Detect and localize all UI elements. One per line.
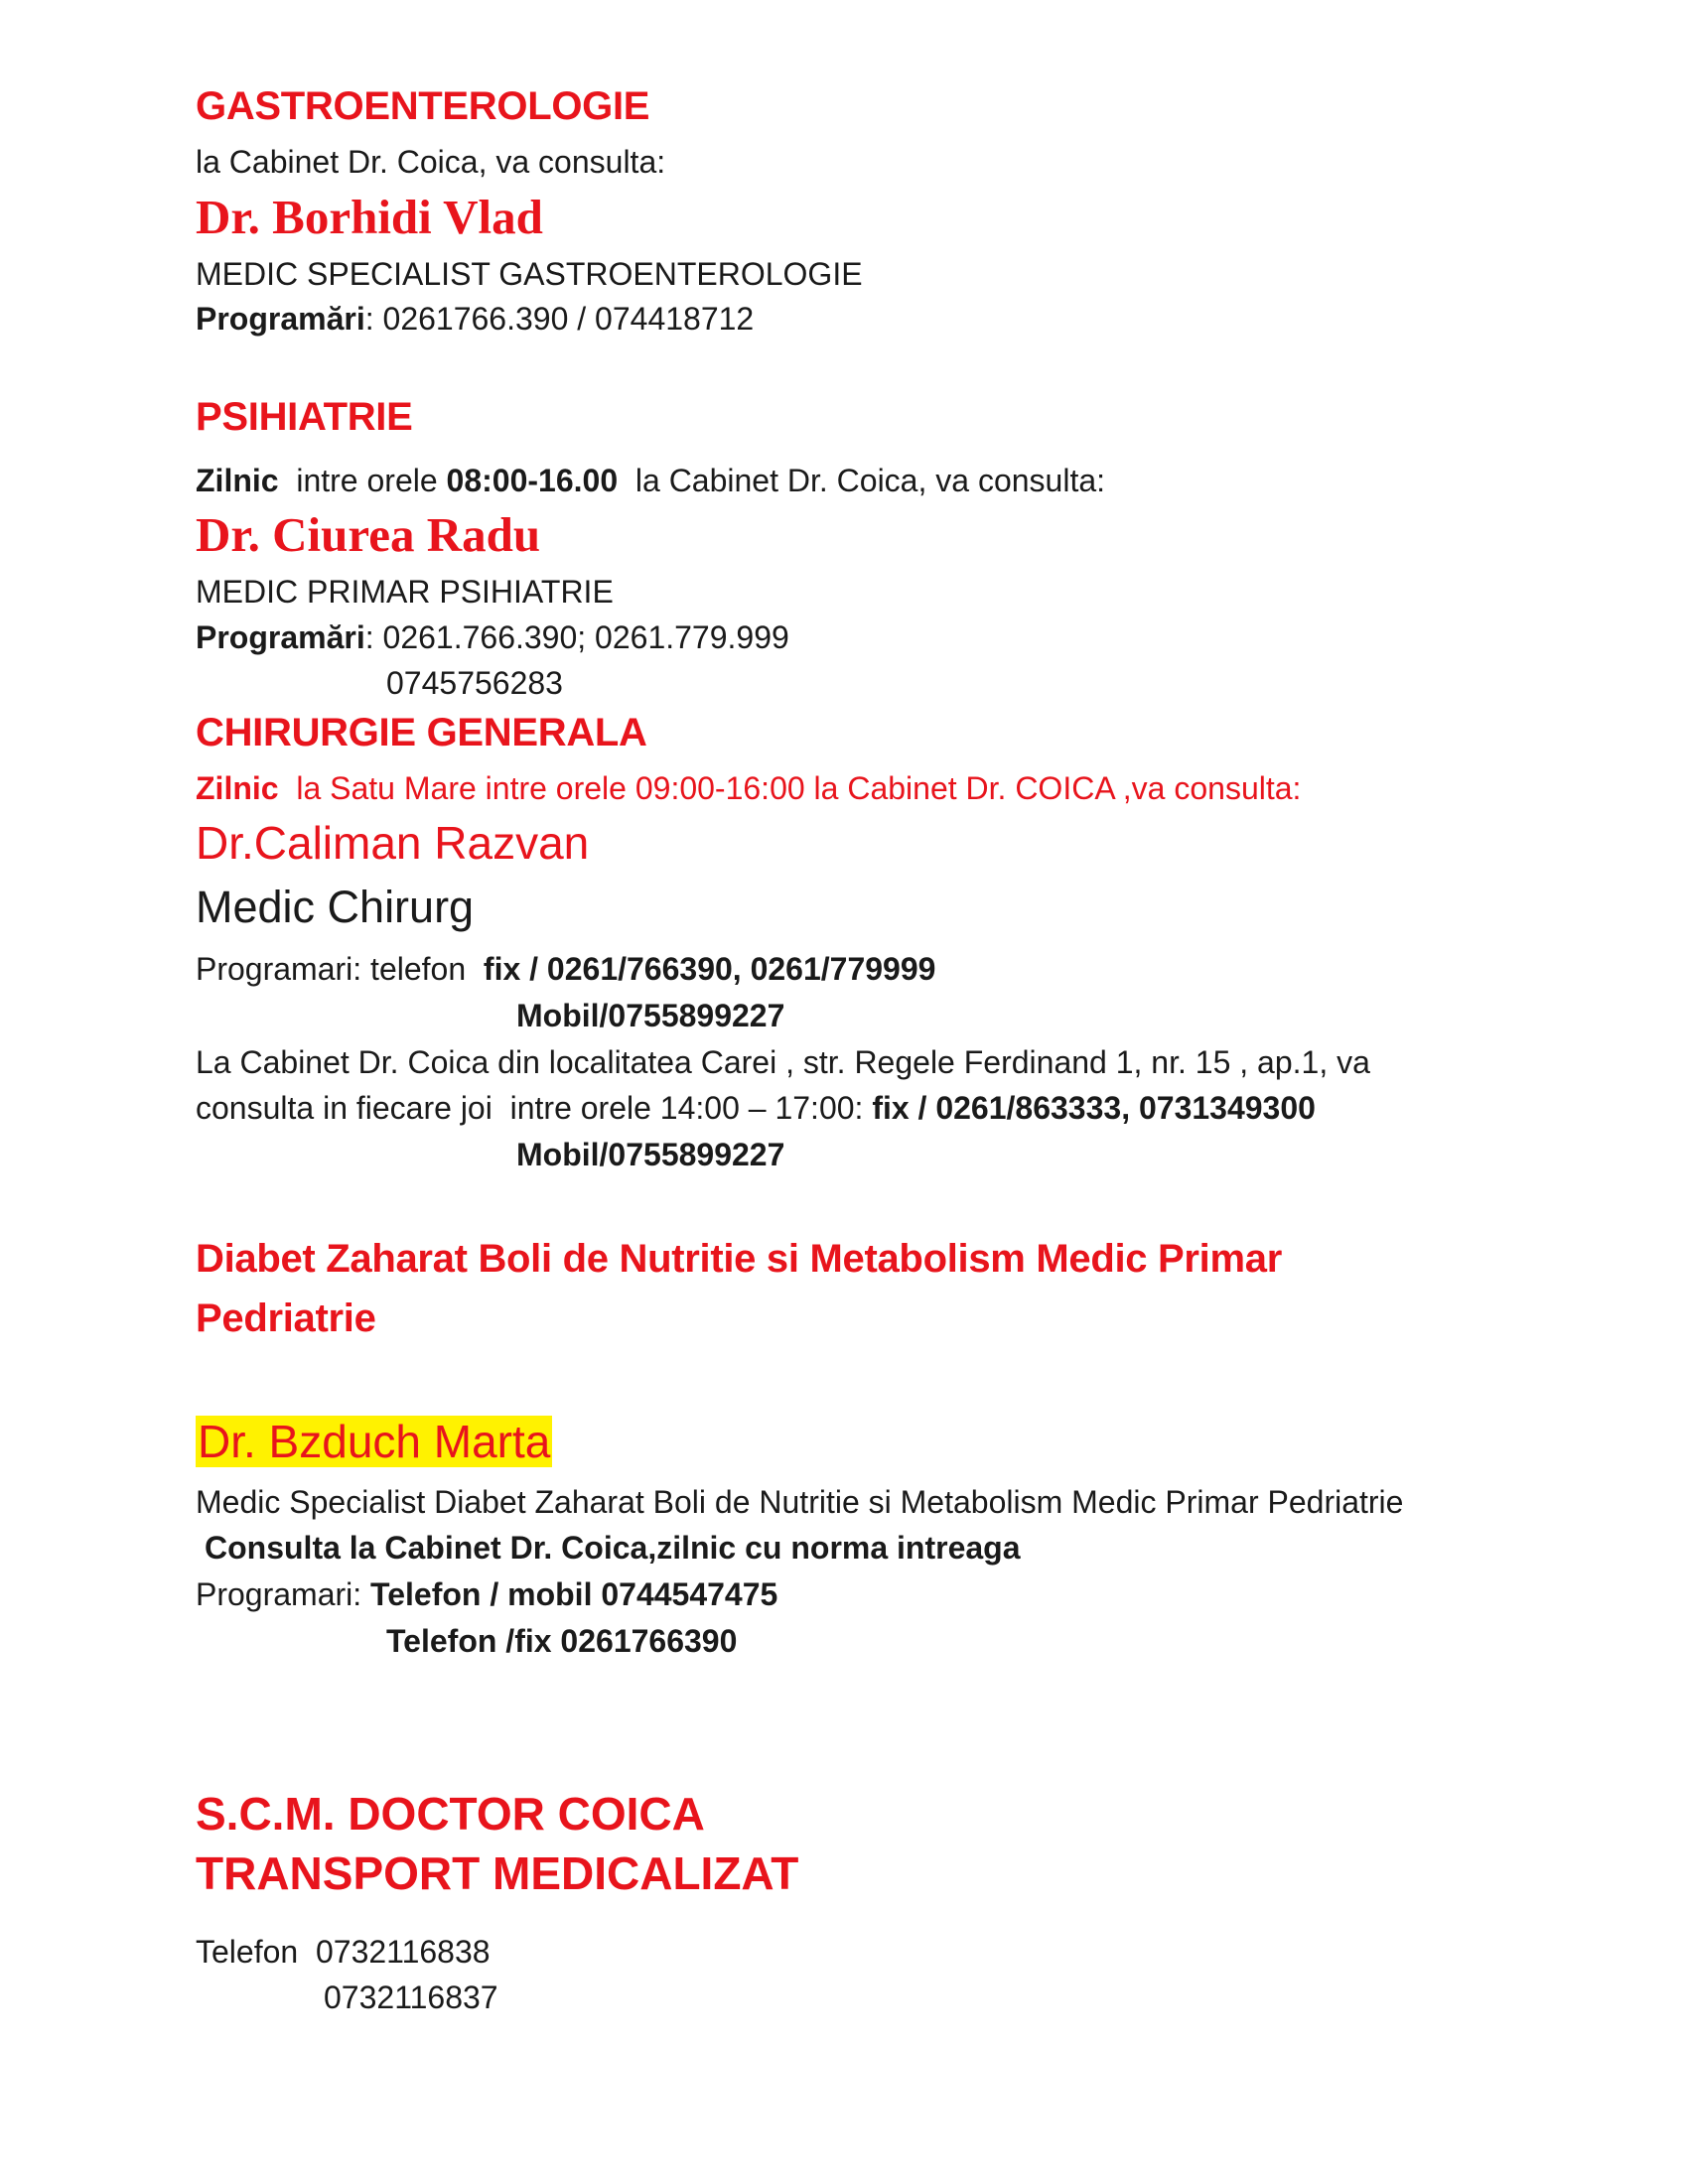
diabet-doctor-highlight: Dr. Bzduch Marta bbox=[198, 1416, 551, 1467]
psih-prog-value2: 0745756283 bbox=[386, 665, 563, 701]
diabet-consulta: Consulta la Cabinet Dr. Coica,zilnic cu norma intreaga bbox=[205, 1530, 1021, 1566]
chir-carei-line2 bbox=[196, 1090, 1316, 1127]
chir-doctor-title: Medic Chirurg bbox=[196, 882, 475, 932]
psih-zilnic: Zilnic bbox=[196, 463, 279, 498]
psih-hours: 08:00-16.00 bbox=[446, 463, 619, 498]
gastro-doctor-name: Dr. Borhidi Vlad bbox=[196, 190, 543, 244]
psih-intre: intre orele bbox=[278, 463, 447, 498]
chir-carei-fix: fix / 0261/863333, 0731349300 bbox=[872, 1090, 1316, 1126]
scm-tel2: 0732116837 bbox=[324, 1979, 498, 2015]
chir-appointments bbox=[196, 951, 935, 988]
diabet-prog-mobil: Telefon / mobil 0744547475 bbox=[370, 1576, 778, 1612]
psih-rest: la Cabinet Dr. Coica, va consulta: bbox=[618, 463, 1106, 498]
gastro-prog-label: Programări bbox=[196, 301, 365, 337]
chir-carei-mobil: Mobil/0755899227 bbox=[516, 1137, 785, 1172]
gastro-intro: la Cabinet Dr. Coica, va consulta: bbox=[196, 144, 666, 180]
scm-subtitle: TRANSPORT MEDICALIZAT bbox=[196, 1847, 799, 1899]
chir-prog-mobil: Mobil/0755899227 bbox=[516, 998, 785, 1033]
diabet-prog-fix: Telefon /fix 0261766390 bbox=[386, 1623, 738, 1659]
diabet-doctor-name bbox=[196, 1415, 552, 1468]
diabet-doctor-title: Medic Specialist Diabet Zaharat Boli de Nutritie si Metabolism Medic Primar Pedriatrie bbox=[196, 1484, 1404, 1520]
diabet-appointments bbox=[196, 1576, 777, 1613]
psih-heading: PSIHIATRIE bbox=[196, 395, 413, 439]
chir-prog-label: Programari: telefon bbox=[196, 951, 484, 987]
diabet-heading-line1: Diabet Zaharat Boli de Nutritie si Metabolism Medic Primar bbox=[196, 1237, 1282, 1281]
chir-carei-text: consulta in fiecare joi intre orele 14:00 – 17:00: bbox=[196, 1090, 873, 1126]
chir-prog-fix: fix / 0261/766390, 0261/779999 bbox=[483, 951, 936, 987]
chir-zilnic: Zilnic bbox=[196, 770, 279, 806]
chir-doctor-name: Dr.Caliman Razvan bbox=[196, 817, 590, 869]
psih-doctor-title: MEDIC PRIMAR PSIHIATRIE bbox=[196, 574, 614, 610]
gastro-heading: GASTROENTEROLOGIE bbox=[196, 84, 650, 128]
chir-rest: la Satu Mare intre orele 09:00-16:00 la Cabinet Dr. COICA ,va consulta: bbox=[278, 770, 1302, 806]
scm-tel-label: Telefon bbox=[196, 1934, 316, 1970]
scm-phone bbox=[196, 1934, 491, 1971]
psih-appointments bbox=[196, 619, 789, 656]
psih-doctor-name: Dr. Ciurea Radu bbox=[196, 507, 541, 562]
gastro-appointments bbox=[196, 301, 754, 338]
chir-carei-line1: La Cabinet Dr. Coica din localitatea Carei , str. Regele Ferdinand 1, nr. 15 , ap.1, va bbox=[196, 1044, 1370, 1080]
psih-schedule bbox=[196, 463, 1105, 499]
gastro-prog-value: : 0261766.390 / 074418712 bbox=[364, 301, 755, 337]
psih-prog-label: Programări bbox=[196, 619, 365, 655]
psih-prog-value: : 0261.766.390; 0261.779.999 bbox=[364, 619, 789, 655]
diabet-prog-label: Programari: bbox=[196, 1576, 371, 1612]
scm-tel1: 0732116838 bbox=[315, 1934, 491, 1970]
diabet-heading-line2: Pedriatrie bbox=[196, 1297, 376, 1340]
chir-heading: CHIRURGIE GENERALA bbox=[196, 711, 647, 754]
gastro-doctor-title: MEDIC SPECIALIST GASTROENTEROLOGIE bbox=[196, 256, 863, 292]
chir-schedule bbox=[196, 770, 1301, 807]
scm-title: S.C.M. DOCTOR COICA bbox=[196, 1788, 705, 1840]
